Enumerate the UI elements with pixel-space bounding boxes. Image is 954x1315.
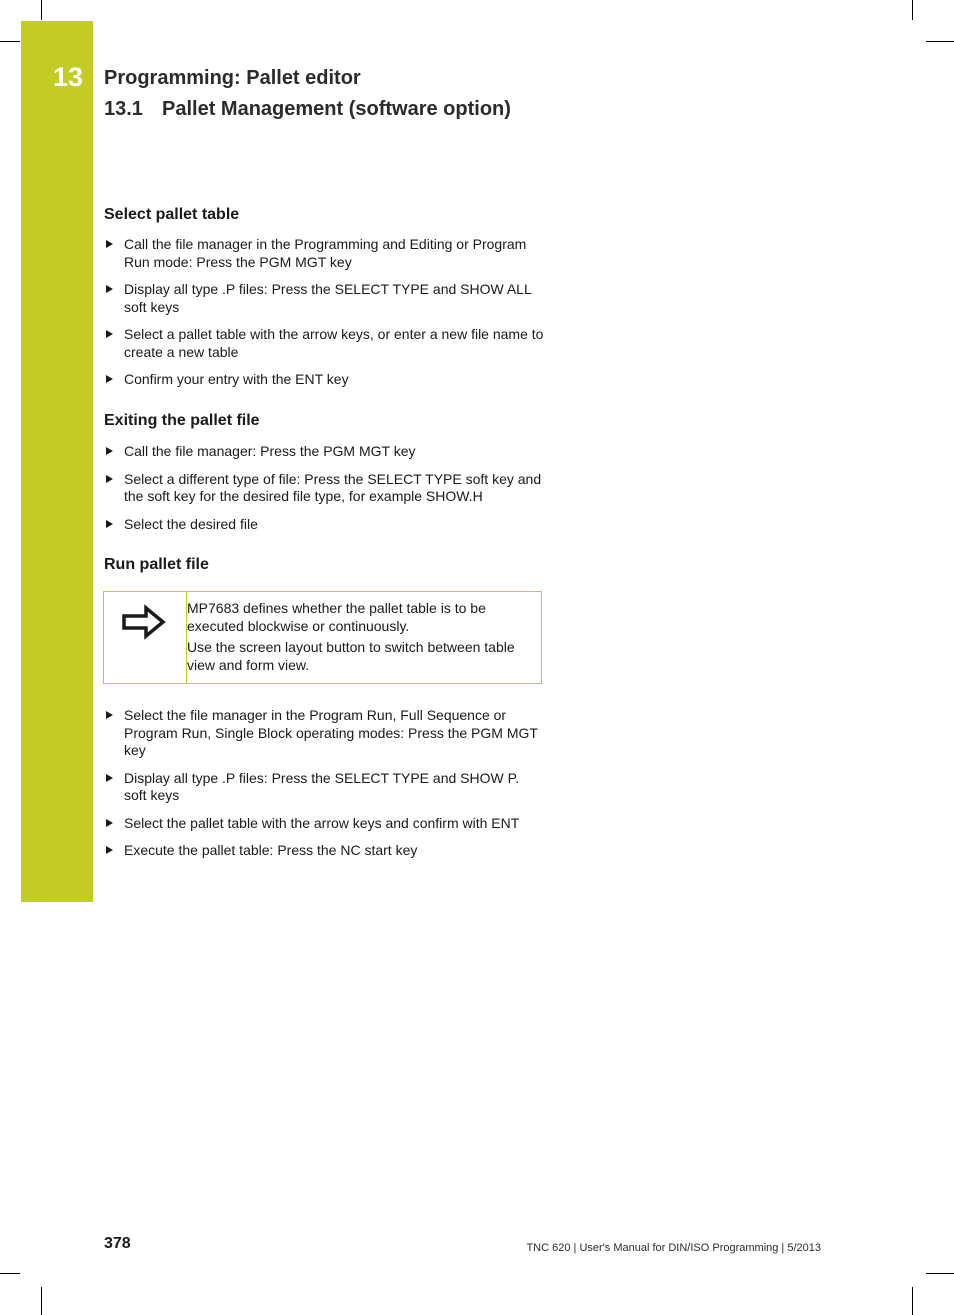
note-icon-cell xyxy=(104,592,187,683)
list-item: Select the pallet table with the arrow keys and confirm with ENT xyxy=(104,815,544,833)
bullet-arrow-icon xyxy=(106,285,113,293)
chapter-title: Programming: Pallet editor xyxy=(104,67,361,89)
bullet-arrow-icon xyxy=(106,447,113,455)
bullet-arrow-icon xyxy=(106,375,113,383)
list-item: Confirm your entry with the ENT key xyxy=(104,371,544,389)
list-item: Select a different type of file: Press the SELECT TYPE soft key and the soft key for the desired file type, for example SHOW.H xyxy=(104,471,544,506)
list-item: Execute the pallet table: Press the NC start key xyxy=(104,842,544,860)
list-item: Select the file manager in the Program Run, Full Sequence or Program Run, Single Block operating modes: Press the PGM MGT key xyxy=(104,707,544,760)
list-item: Display all type .P files: Press the SELECT TYPE and SHOW P. soft keys xyxy=(104,770,544,805)
heading-run-pallet-file: Run pallet file xyxy=(104,556,209,573)
bullet-arrow-icon xyxy=(106,846,113,854)
footer-text: TNC 620 | User's Manual for DIN/ISO Programming | 5/2013 xyxy=(526,1242,821,1254)
note-line: MP7683 defines whether the pallet table is to be executed blockwise or continuously. xyxy=(187,600,486,634)
section-number: 13.1 xyxy=(104,98,143,120)
crop-mark xyxy=(926,41,954,42)
chapter-number: 13 xyxy=(53,62,84,92)
note-line: Use the screen layout button to switch between table view and form view. xyxy=(187,639,515,673)
list-item: Select a pallet table with the arrow keys, or enter a new file name to create a new table xyxy=(104,326,544,361)
crop-mark xyxy=(912,1287,913,1315)
bullet-arrow-icon xyxy=(106,330,113,338)
list-item: Select the desired file xyxy=(104,516,544,534)
bullet-arrow-icon xyxy=(106,520,113,528)
exit-steps-list xyxy=(104,443,544,543)
crop-mark xyxy=(0,1273,20,1274)
select-steps-list xyxy=(104,236,544,399)
right-arrow-icon xyxy=(121,604,167,640)
section-title xyxy=(104,98,511,121)
bullet-arrow-icon xyxy=(106,819,113,827)
note-text xyxy=(187,600,527,678)
crop-mark xyxy=(912,0,913,20)
crop-mark xyxy=(0,41,20,42)
bullet-arrow-icon xyxy=(106,774,113,782)
crop-mark xyxy=(41,1287,42,1315)
bullet-arrow-icon xyxy=(106,475,113,483)
chapter-sidebar xyxy=(21,21,93,902)
list-item: Call the file manager: Press the PGM MGT key xyxy=(104,443,544,461)
note-box xyxy=(103,591,542,684)
list-item: Display all type .P files: Press the SELECT TYPE and SHOW ALL soft keys xyxy=(104,281,544,316)
run-steps-list xyxy=(104,707,544,870)
page-number: 378 xyxy=(104,1235,131,1252)
crop-mark xyxy=(926,1273,954,1274)
bullet-arrow-icon xyxy=(106,240,113,248)
heading-exiting-pallet-file: Exiting the pallet file xyxy=(104,412,260,429)
section-title-text: Pallet Management (software option) xyxy=(162,98,511,120)
crop-mark xyxy=(41,0,42,20)
list-item: Call the file manager in the Programming and Editing or Program Run mode: Press the PGM MGT key xyxy=(104,236,544,271)
heading-select-pallet-table: Select pallet table xyxy=(104,206,240,223)
bullet-arrow-icon xyxy=(106,711,113,719)
